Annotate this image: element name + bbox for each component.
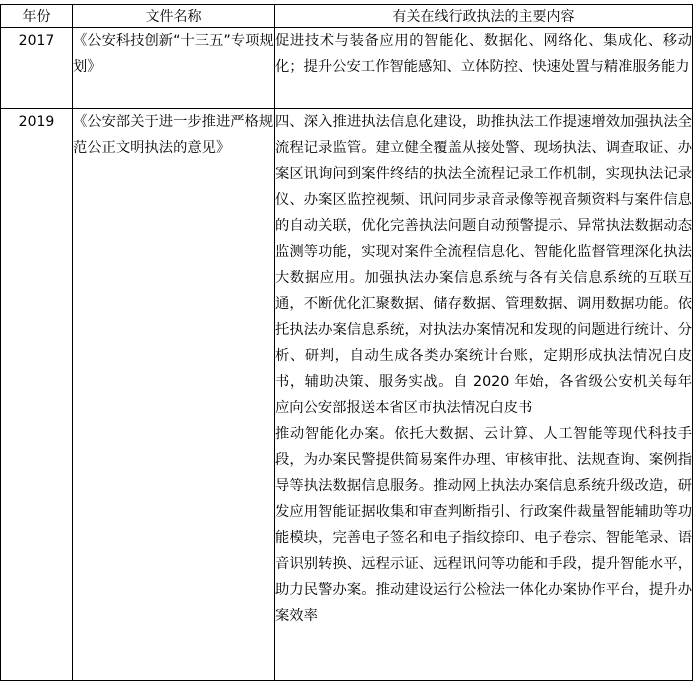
- table-header-row: [1, 5, 693, 28]
- document-name-cell: 《公安科技创新“十三五”专项规划》: [73, 28, 275, 109]
- content-paragraph: 促进技术与装备应用的智能化、数据化、网络化、集成化、移动化；提升公安工作智能感知、立体防控、快速处置与精准服务能力: [275, 33, 692, 75]
- document-name-cell: 《公安部关于进一步推进严格规范公正文明执法的意见》: [73, 109, 275, 681]
- table-row: [1, 28, 693, 109]
- content-cell: [275, 28, 693, 109]
- table-row: [1, 109, 693, 681]
- content-paragraph: 推动智能化办案。依托大数据、云计算、人工智能等现代科技手段，为办案民警提供简易案件办理、审核审批、法规查询、案例指导等执法数据信息服务。推动网上执法办案信息系统升级改造，研发应用智能证据收集和审查判断指引、行政案件裁量智能辅助等功能模块，完善电子签名和电子指纹捺印、电子卷宗、智能笔录、语音识别转换、远程示证、远程讯问等功能和手段，提升智能水平，助力民警办案。推动建设运行公检法一体化办案协作平台，提升办案效率: [275, 426, 692, 624]
- year-cell: 2017: [1, 28, 73, 109]
- policy-table: [0, 4, 693, 681]
- header-main-content: 有关在线行政执法的主要内容: [275, 5, 693, 28]
- year-cell: 2019: [1, 109, 73, 681]
- content-cell: [275, 109, 693, 681]
- header-year: 年份: [1, 5, 73, 28]
- content-paragraph: 四、深入推进执法信息化建设，助推执法工作提速增效加强执法全流程记录监管。建立健全覆盖从接处警、现场执法、调查取证、办案区讯询问到案件终结的执法全流程记录工作机制，实现执法记录仪、办案区监控视频、讯问同步录音录像等视音频资料与案件信息的自动关联，优化完善执法问题自动预警提示、异常执法数据动态监测等功能，实现对案件全流程信息化、智能化监督管理深化执法大数据应用。加强执法办案信息系统与各有关信息系统的互联互通，不断优化汇聚数据、储存数据、管理数据、调用数据功能。依托执法办案信息系统，对执法办案情况和发现的问题进行统计、分析、研判，自动生成各类办案统计台账，定期形成执法情况白皮书，辅助决策、服务实战。自 2020 年始，各省级公安机关每年应向公安部报送本省区市执法情况白皮书: [275, 114, 692, 416]
- header-document-name: 文件名称: [73, 5, 275, 28]
